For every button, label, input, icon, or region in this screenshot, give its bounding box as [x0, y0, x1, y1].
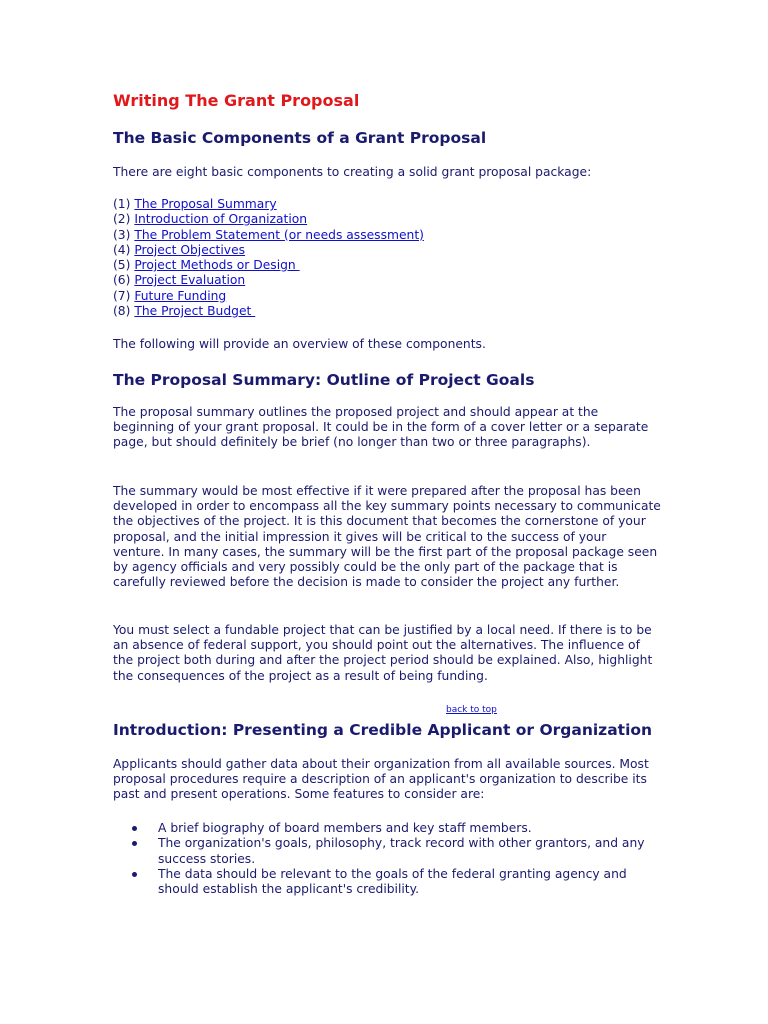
component-link-project-methods[interactable]: Project Methods or Design — [134, 258, 300, 273]
component-number: (3) — [113, 227, 131, 242]
components-list — [113, 197, 424, 319]
component-item — [113, 243, 424, 258]
component-link-problem-statement[interactable]: The Problem Statement (or needs assessment) — [134, 227, 424, 242]
list-item — [113, 821, 661, 836]
list-item-text: A brief biography of board members and key staff members. — [158, 821, 532, 835]
component-item — [113, 228, 424, 243]
credibility-features-list — [113, 821, 661, 897]
list-item-text: The data should be relevant to the goals of the federal granting agency and should establish the applicant's credibility. — [158, 866, 627, 897]
component-link-future-funding[interactable]: Future Funding — [134, 288, 227, 303]
component-item — [113, 289, 424, 304]
component-link-introduction[interactable]: Introduction of Organization — [134, 212, 308, 227]
summary-paragraph-3: You must select a fundable project that can be justified by a local need. If there is to be an absence of federal support, you should point out the alternatives. The influence of the project both during and after the project period should be explained. Also, highlight the consequences of the project as a result of being funding. — [113, 623, 653, 683]
overview-text: The following will provide an overview of these components. — [113, 337, 486, 351]
component-item — [113, 197, 424, 212]
component-link-project-evaluation[interactable]: Project Evaluation — [134, 273, 246, 288]
list-item — [113, 836, 661, 867]
component-link-project-budget[interactable]: The Project Budget — [134, 304, 256, 319]
basic-components-heading: The Basic Components of a Grant Proposal — [113, 129, 487, 147]
component-link-project-objectives[interactable]: Project Objectives — [134, 242, 246, 257]
component-item — [113, 258, 424, 273]
list-item-text: The organization's goals, philosophy, track record with other grantors, and any success stories. — [158, 836, 645, 866]
introduction-heading: Introduction: Presenting a Credible Applicant or Organization — [113, 721, 653, 739]
summary-paragraph-2: The summary would be most effective if it were prepared after the proposal has been developed in order to encompass all the key summary points necessary to communicate the objectives of the project. It is this document that becomes the cornerstone of your proposal, and the initial impression it gives will be critical to the success of your venture. In many cases, the summary will be the first part of the proposal package seen by agency officials and very possibly could be the only part of the package that is carefully reviewed before the decision is made to consider the project any further. — [113, 484, 661, 590]
bullet-icon — [132, 872, 137, 877]
component-item — [113, 273, 424, 288]
component-number: (1) — [113, 197, 131, 211]
component-number: (5) — [113, 258, 131, 273]
proposal-summary-heading: The Proposal Summary: Outline of Project Goals — [113, 371, 535, 389]
summary-paragraph-1: The proposal summary outlines the proposed project and should appear at the beginning of your grant proposal. It could be in the form of a cover letter or a separate page, but should definitely be brief (no longer than two or three paragraphs). — [113, 405, 649, 450]
back-to-top-link[interactable]: back to top — [446, 705, 497, 715]
bullet-icon — [132, 826, 137, 831]
list-item — [113, 867, 661, 898]
component-item — [113, 304, 424, 319]
component-item — [113, 212, 424, 227]
component-number: (8) — [113, 304, 131, 319]
component-number: (2) — [113, 212, 131, 227]
page-title: Writing The Grant Proposal — [113, 91, 360, 110]
component-number: (7) — [113, 288, 131, 303]
basic-components-intro: There are eight basic components to creating a solid grant proposal package: — [113, 165, 592, 179]
component-number: (4) — [113, 242, 131, 257]
introduction-paragraph: Applicants should gather data about their organization from all available sources. Most proposal procedures require a description of an applicant's organization to describe its past and present operations. Some features to consider are: — [113, 757, 649, 802]
bullet-icon — [132, 841, 137, 846]
component-number: (6) — [113, 273, 131, 288]
component-link-proposal-summary[interactable]: The Proposal Summary — [134, 197, 277, 211]
